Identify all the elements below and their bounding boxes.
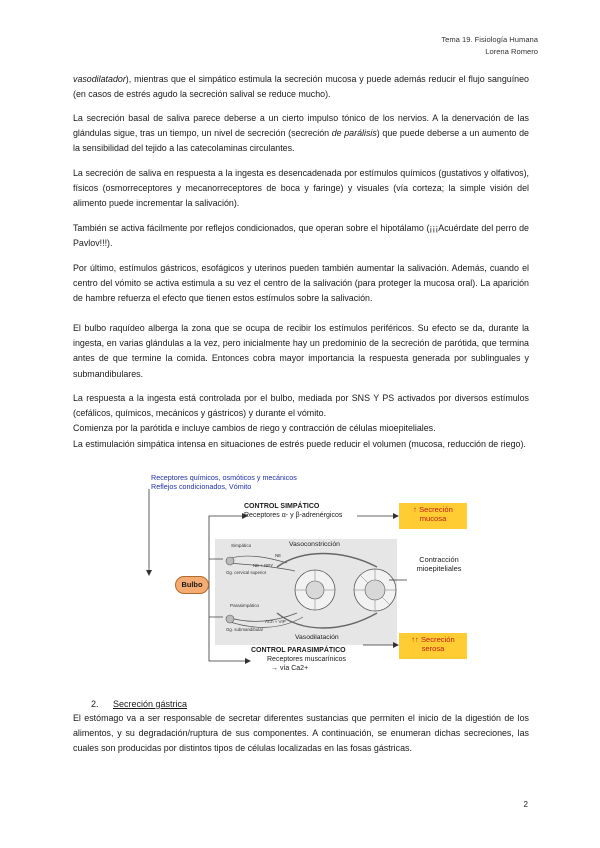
- section-2-heading: [91, 699, 187, 709]
- bulbo-node: Bulbo: [175, 576, 209, 594]
- sympathetic-ganglion: [226, 557, 234, 565]
- paragraph-6-line-1: La respuesta a la ingesta está controlada por el bulbo, mediada por SNS Y PS activados por diversos estímulos (cefálicos, químicos, mecánicos y gástricos) y durante el vómito.: [73, 393, 529, 419]
- section-2-body: El estómago va a ser responsable de secretar diferentes sustancias que permiten el inicio de la digestión de los alimentos, y su degradación/ruptura de sus componentes. A continuación, se enumeran dichas secreciones, las cuales son producidas por distintos tipos de células localizadas en las fosas gástricas.: [73, 713, 529, 754]
- header-author: Lorena Romero: [485, 47, 538, 56]
- sympathetic-title: CONTROL SIMPÁTICO: [244, 503, 320, 510]
- italic-term: vasodilatador: [73, 74, 126, 84]
- section-2-number: 2.: [91, 699, 99, 709]
- paragraph-0: [73, 72, 529, 102]
- acinus-left-lumen: [306, 581, 324, 599]
- paragraph-6: [73, 391, 529, 452]
- serous-secretion-box: ↑↑ Secreción serosa: [399, 633, 467, 659]
- paragraph-4: Por último, estímulos gástricos, esofágicos y uterinos pueden también aumentar la salivación. Además, cuando el centro del vómito se activa estimula a su vez el centro de la salivación (para proteger la mucosa oral). La aparición de hambre refuerza el efecto que tienen estos estímulos sobre la salivación.: [73, 263, 529, 304]
- paragraph-1: [73, 111, 529, 157]
- ne-label: NE: [275, 553, 282, 558]
- paragraph-6-line-2: Comienza por la parótida e incluye cambios de riego y contracción de células mioepiteliales.: [73, 423, 436, 434]
- vasodilation-label: Vasodilatación: [295, 634, 339, 641]
- header-subject: Tema 19. Fisiología Humana: [441, 35, 538, 44]
- receptors-line-1: Receptores químicos, osmóticos y mecánicos: [151, 473, 297, 482]
- receptors-label: [151, 473, 297, 491]
- simpatico-small-label: Simpático: [231, 543, 252, 548]
- receptors-line-2: Reflejos condicionados, Vómito: [151, 482, 252, 491]
- parasympathetic-ganglion: [226, 615, 234, 623]
- page-header: [441, 34, 538, 58]
- mucous-secretion-box: ↑ Secreción mucosa: [399, 503, 467, 529]
- parasimpatico-small-label: Parasimpático: [230, 603, 260, 608]
- section-2-title: Secreción gástrica: [113, 699, 188, 709]
- ne-npy-label: NE + NPY: [253, 563, 274, 568]
- parasympathetic-title: CONTROL PARASIMPÁTICO: [251, 647, 346, 654]
- salivary-control-figure: [127, 467, 477, 681]
- paragraph-0-text: ), mientras que el simpático estimula la secreción mucosa y puede además reducir el flujo sanguíneo (en casos de estrés agudo la secreción salival se reduce mucho).: [73, 74, 529, 100]
- muscarinic-receptors: Receptores muscarínicos: [267, 656, 346, 663]
- italic-term-paralisis: de parálisis: [331, 128, 377, 139]
- parasympathetic-control: [251, 646, 346, 673]
- vasoconstriction-label: Vasoconstricción: [289, 541, 340, 548]
- paragraph-3: También se activa fácilmente por reflejos condicionados, que operan sobre el hipotálamo (¡¡¡Acuérdate del perro de Pavlov!!!).: [73, 223, 529, 249]
- sympathetic-control: [244, 502, 342, 520]
- gg-submandibular-label: Gg. submandibular: [226, 627, 264, 632]
- myoepithelial-label: Contracción mioepiteliales: [416, 555, 462, 573]
- page-number: 2: [523, 800, 528, 809]
- paragraph-1-text-a: La secreción basal de saliva parece deberse a un cierto impulso tónico de los nervios. A la denervación de las glándulas sigue, tras un tiempo, un nivel de secreción (secreción: [73, 113, 529, 139]
- gg-cervical-label: Gg. cervical superior: [226, 570, 267, 575]
- sympathetic-receptors: Receptores α- y β-adrenérgicos: [244, 512, 343, 519]
- ach-vip-label: ACh + VIP: [265, 619, 286, 624]
- paragraph-1-text-b: ) que puede deberse a un aumento de la sensibilidad del tejido a las catecolaminas circulantes.: [73, 128, 529, 154]
- receptor-arrowhead: [146, 570, 152, 576]
- paragraph-6-line-3: La estimulación simpática intensa en situaciones de estrés puede reducir el volumen (mucosa, reducción de riego).: [73, 438, 526, 449]
- paragraph-5: El bulbo raquídeo alberga la zona que se ocupa de recibir los estímulos periféricos. Su efecto se da, durante la ingesta, en varias glándulas a la vez, pero inicialmente hay un predominio de la secreción de parótida, que termina antes de que termine la comida. Entonces cobra mayor importancia la respuesta generada por sublinguales y submandibulares.: [73, 323, 529, 379]
- paragraph-2: La secreción de saliva en respuesta a la ingesta es desencadenada por estímulos químicos (gustativos y olfativos), físicos (osmorreceptores y mecanorreceptores de boca y faringe) y visuales (vía corteza; la simple visión del alimento puede incrementar la salivación).: [73, 168, 529, 209]
- via-ca-label: → vía Ca2+: [271, 665, 309, 672]
